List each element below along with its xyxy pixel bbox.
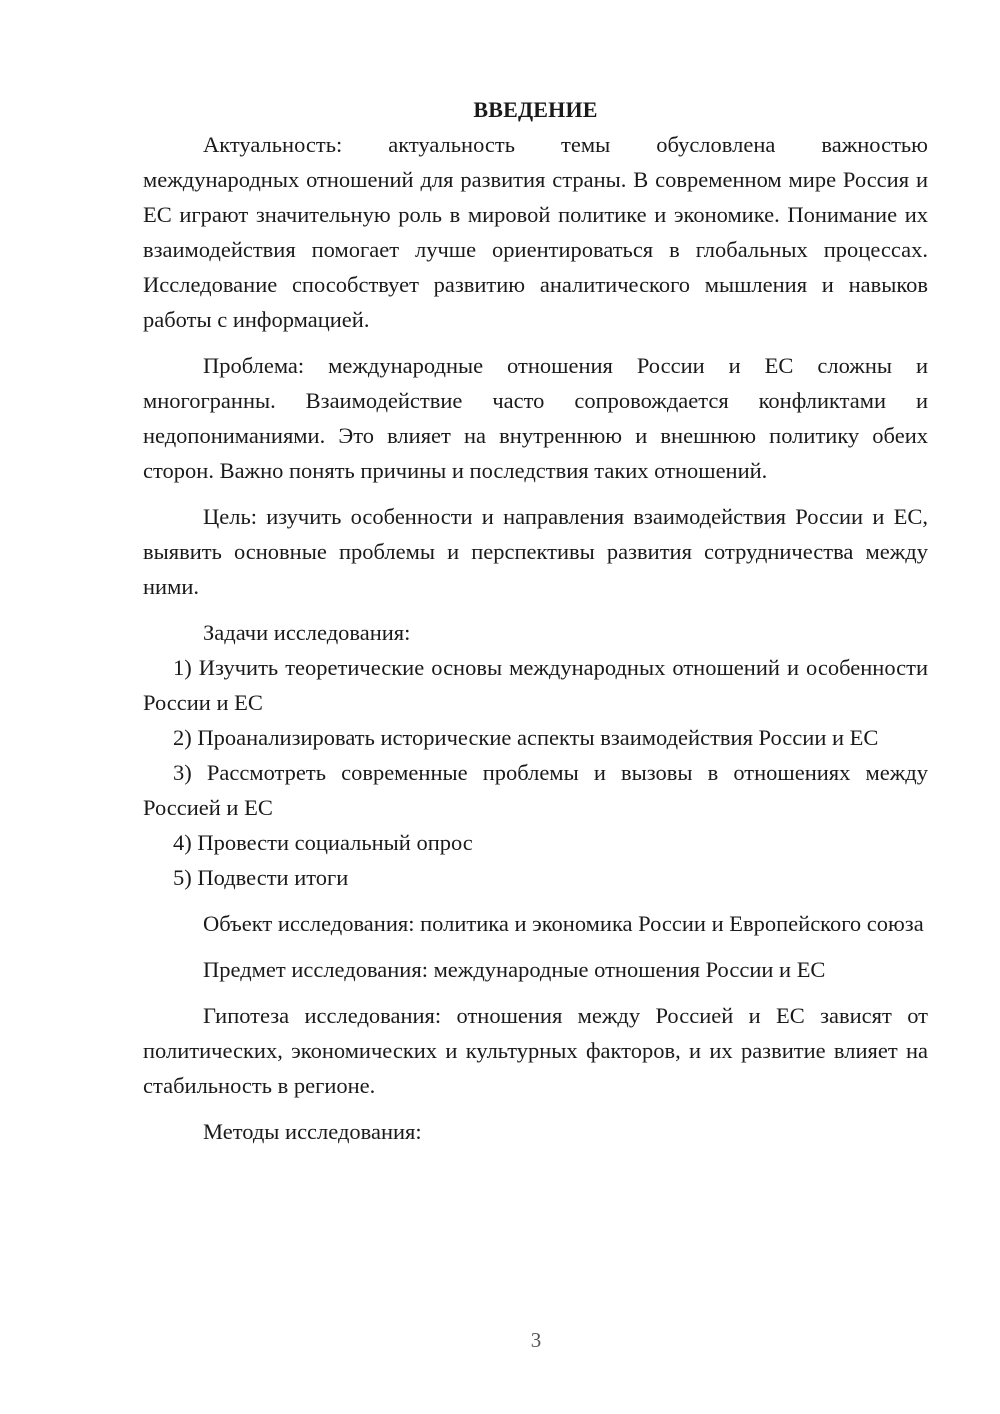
task-item-2: 2) Проанализировать исторические аспекты взаимодействия России и ЕС <box>173 725 879 750</box>
page-number: 3 <box>530 1328 542 1352</box>
methods-paragraph: Методы исследования: <box>203 1119 422 1144</box>
problem-paragraph: Проблема: международные отношения России и ЕС сложны и многогранны. Взаимодействие часто сопровождается конфликтами и недопониманиями. Это влияет на внутреннюю и внешнюю политику обеих сторон. Важно понять причины и последствия таких отношений. <box>143 353 928 483</box>
task-item-1: 1) Изучить теоретические основы международных отношений и особенности России и ЕС <box>143 655 928 715</box>
task-item-3: 3) Рассмотреть современные проблемы и вызовы в отношениях между Россией и ЕС <box>143 760 928 820</box>
task-item-5: 5) Подвести итоги <box>173 865 349 890</box>
page-title: ВВЕДЕНИЕ <box>473 97 598 122</box>
tasks-heading: Задачи исследования: <box>203 620 411 645</box>
relevance-paragraph: Актуальность: актуальность темы обусловлена важностью международных отношений для развития страны. В современном мире Россия и ЕС играют значительную роль в мировой политике и экономике. Понимание их взаимодействия помогает лучше ориентироваться в глобальных процессах. Исследование способствует развитию аналитического мышления и навыков работы с информацией. <box>143 132 928 332</box>
task-item-4: 4) Провести социальный опрос <box>173 830 473 855</box>
goal-paragraph: Цель: изучить особенности и направления взаимодействия России и ЕС, выявить основные проблемы и перспективы развития сотрудничества между ними. <box>143 504 928 599</box>
document-page <box>143 92 928 1149</box>
subject-paragraph: Предмет исследования: международные отношения России и ЕС <box>203 957 826 982</box>
hypothesis-paragraph: Гипотеза исследования: отношения между Россией и ЕС зависят от политических, экономических и культурных факторов, и их развитие влияет на стабильность в регионе. <box>143 1003 928 1098</box>
object-paragraph: Объект исследования: политика и экономика России и Европейского союза <box>203 911 924 936</box>
